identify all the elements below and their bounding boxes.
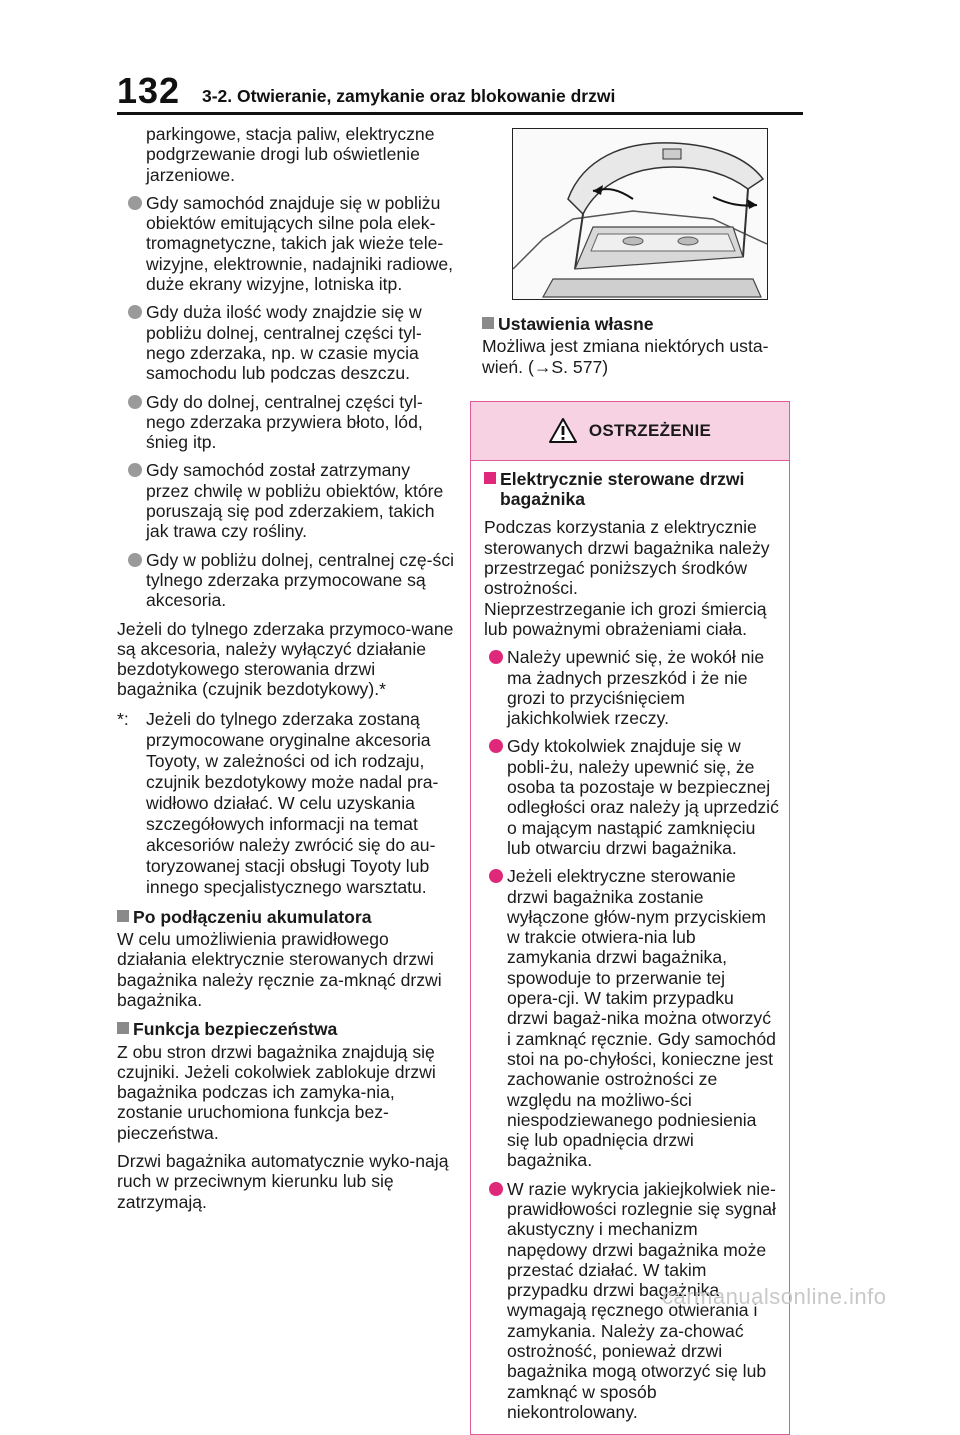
list-item — [117, 193, 457, 294]
page-number: 132 — [117, 70, 181, 111]
subheading-text: Ustawienia własne — [498, 314, 654, 334]
page-header — [0, 0, 960, 118]
bullet-dot-icon — [128, 395, 142, 409]
left-column — [117, 124, 457, 1212]
list-item-text: Gdy ktokolwiek znajduje się w pobli-żu, należy upewnić się, że osoba ta pozostaje w bezpiecznej odległości oraz należy ją uprzedzić o mającym nastąpić zamknięciu lub otwarciu drzwi bagażnika. — [507, 736, 779, 858]
warning-subheading — [484, 469, 779, 510]
section-title: 3-2. Otwieranie, zamykanie oraz blokowanie drzwi — [202, 86, 616, 106]
subheading-battery — [117, 907, 457, 927]
warning-intro: Podczas korzystania z elektrycznie sterowanych drzwi bagażnika należy przestrzegać poniższych środków ostrożności. — [484, 517, 770, 599]
list-item — [484, 866, 779, 1170]
list-item-text: Gdy samochód znajduje się w pobliżu obiektów emitujących silne pola elek-tromagnetyczne, takich jak wieże tele-wizyjne, elektrownie, nadajniki radiowe, duże ekrany wizyjne, lotniska itp. — [146, 192, 454, 295]
footnote-text: Jeżeli do tylnego zderzaka zostaną przymocowane oryginalne akcesoria Toyoty, w zależności od ich rodzaju, czujnik bezdotykowy może nadal pra-widłowo działać. W celu uzyskania szczegółowych informacji na temat akcesoriów należy zwrócić się do au-toryzowanej stacji obsługi Toyoty lub innego specjalistycznego warsztatu. — [146, 708, 439, 897]
bullet-dot-icon — [128, 196, 142, 210]
square-bullet-icon — [482, 317, 494, 329]
list-item — [484, 736, 779, 858]
open-tailgate-image — [513, 129, 767, 299]
list-item-text: Jeżeli elektryczne sterowanie drzwi bagażnika zostanie wyłączone głów-nym przyciskiem w trakcie otwiera-nia lub zamykania drzwi bagażnika, spowoduje to przerwanie tej opera-cji. W takim przypadku drzwi bagaż-nika można otworzyć i zamknąć ręcznie. Gdy samochód stoi na po-chyłości, konieczne jest zachowanie ostrożności ze względu na możliwo-ści niespodziewanego podniesienia się lub opadnięcia drzwi bagażnika. — [507, 866, 776, 1171]
footnote-mark: *: — [117, 708, 129, 729]
list-item — [117, 550, 457, 611]
bullet-dot-icon — [128, 305, 142, 319]
watermark: carmanualsonline.info — [662, 1284, 887, 1309]
list-item-text: Gdy samochód został zatrzymany przez chwilę w pobliżu obiektów, które poruszają się pod zderzakiem, takich jak trawa czy rośliny. — [146, 460, 444, 542]
subheading-text: Po podłączeniu akumulatora — [133, 906, 372, 927]
list-item-text: Należy upewnić się, że wokół nie ma żadnych przeszkód i że nie grozi to przyciśnięciem jakichkolwiek rzeczy. — [507, 647, 765, 729]
battery-paragraph: W celu umożliwienia prawidłowego działania elektrycznie sterowanych drzwi bagażnika należy ręcznie za-mknąć drzwi bagażnika. — [117, 929, 442, 1010]
bullet-dot-icon — [128, 553, 142, 567]
list-item — [117, 302, 457, 383]
list-item-text: Gdy do dolnej, centralnej części tyl-nego zderzaka przywiera błoto, lód, śnieg itp. — [146, 391, 423, 453]
square-bullet-icon — [117, 910, 129, 922]
list-item-text: Gdy duża ilość wody znajdzie się w pobliżu dolnej, centralnej części tyl-nego zderzaka, np. w czasie mycia samochodu lub podczas deszczu. — [146, 302, 422, 384]
warning-header — [471, 402, 789, 461]
footnote — [117, 709, 457, 898]
warning-triangle-icon — [549, 418, 577, 443]
bullet-dot-icon — [128, 463, 142, 477]
header-rule — [117, 112, 803, 115]
bullet-dot-icon — [489, 869, 503, 883]
safety-paragraph-2: Drzwi bagażnika automatycznie wyko-nają ruch w przeciwnym kierunku lub się zatrzymają. — [117, 1150, 449, 1212]
warning-title: Elektrycznie sterowane drzwi bagażnika — [500, 468, 745, 510]
settings-paragraph: Możliwa jest zmiana niektórych usta-wień. (→S. 577) — [482, 336, 769, 377]
square-bullet-icon — [117, 1022, 129, 1034]
safety-paragraph-1: Z obu stron drzwi bagażnika znajdują się czujniki. Jeżeli cokolwiek zablokuje drzwi bagażnika podczas ich zamyka-nia, zostanie uruchomiona funkcja bez-pieczeństwa. — [117, 1041, 436, 1143]
list-item — [484, 647, 779, 728]
intro-continuation: parkingowe, stacja paliw, elektryczne podgrzewanie drogi lub oświetlenie jarzeniowe. — [146, 124, 435, 185]
accessories-paragraph: Jeżeli do tylnego zderzaka przymoco-wane są akcesoria, należy wyłączyć działanie bezdotykowego sterowania drzwi bagażnika (czujnik bezdotykowy).* — [117, 618, 454, 700]
right-column — [482, 128, 804, 1435]
warning-intro-2: Nieprzestrzeganie ich grozi śmiercią lub poważnymi obrażeniami ciała. — [484, 598, 767, 639]
bullet-dot-icon — [489, 650, 503, 664]
square-bullet-icon — [484, 472, 496, 484]
bullet-dot-icon — [489, 1182, 503, 1196]
list-item — [117, 460, 457, 541]
bullet-dot-icon — [489, 739, 503, 753]
tailgate-illustration — [512, 128, 768, 300]
list-item-text: W razie wykrycia jakiejkolwiek nie-prawidłowości rozlegnie się sygnał akustyczny i mechanizm napędowy drzwi bagażnika może przestać działać. W takim przypadku drzwi bagażnika wymagają ręcznego otwierania i zamykania. Należy za-chować ostrożność, ponieważ drzwi bagażnika mogą otworzyć się lub zamknąć w sposób niekontrolowany. — [507, 1178, 776, 1422]
list-item — [117, 392, 457, 453]
warning-heading: OSTRZEŻENIE — [588, 420, 712, 440]
list-item-text: Gdy w pobliżu dolnej, centralnej czę-ści tylnego zderzaka przymocowane są akcesoria. — [146, 549, 455, 611]
warning-box — [470, 401, 790, 1435]
subheading-text: Funkcja bezpieczeństwa — [133, 1019, 338, 1040]
subheading-safety — [117, 1019, 457, 1039]
subheading-settings — [482, 314, 804, 334]
